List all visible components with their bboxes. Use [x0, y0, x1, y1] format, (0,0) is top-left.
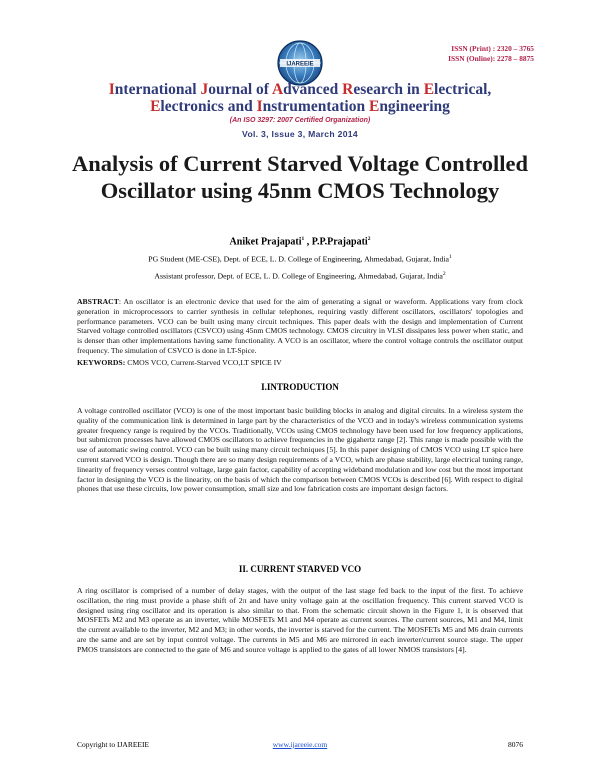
affiliation-2-sup: 2 [442, 271, 446, 277]
author-2: P.P.Prajapati [311, 236, 368, 248]
jt-word: nstrumentation [262, 98, 369, 115]
author-line [0, 236, 600, 247]
footer-copyright: Copyright to IJAREEIE [77, 740, 150, 749]
jt-word: ournal of [208, 81, 272, 98]
certification-note: (An ISO 3297: 2007 Certified Organization) [229, 117, 371, 124]
jt-word: esearch in [353, 81, 424, 98]
issn-print: ISSN (Print) : 2320 – 3765 [451, 44, 534, 53]
affiliation-2-text: Assistant professor, Dept. of ECE, L. D. College of Engineering, Ahmedabad, Gujarat, India [154, 271, 443, 281]
author-sep: , [304, 236, 312, 248]
jt-word: lectronics and [160, 98, 257, 115]
keywords [77, 358, 523, 368]
abstract [77, 297, 523, 356]
jt-cap: I [256, 98, 263, 115]
author-1-sup: 1 [301, 236, 305, 242]
keywords-label: KEYWORDS: [77, 358, 126, 367]
jt-word: nternational [114, 81, 201, 98]
jt-word: ngineering [379, 98, 450, 115]
section2-paragraph: A ring oscillator is comprised of a number of delay stages, with the output of the last stage fed back to the input of the first. To achieve oscillation, the ring must provide a phase shift of 2π and have unity voltage gain at the oscillation frequency. This current starved VCO is designed using ring oscillator and its operation is also similar to that. From the schematic circuit shown in the Figure 1, it is observed that MOSFETs M2 and M3 operate as an inverter, while MOSFETs M1 and M4 operate as current sources. The current sources, M1 and M4, limit the current available to the inverter, M2 and M3; in other words, the inverter is starved for the current. The MOSFETs M5 and M6 drain currents are the same and are set by input control voltage. The currents in M5 and M6 are mirrored in each inverter/current source stage. The upper PMOS transistors are connected to the gate of M6 and source voltage is applied to the gates of all lower NMOS transistors [4]. [77, 586, 523, 654]
journal-logo [276, 39, 324, 87]
jt-word: dvanced [283, 81, 343, 98]
jt-cap: A [271, 81, 284, 98]
journal-title-line1 [40, 81, 560, 99]
svg-text:IJAREEIE: IJAREEIE [286, 61, 314, 68]
jt-word: lectrical, [434, 81, 492, 98]
paper-title: Analysis of Current Starved Voltage Controlled Oscillator using 45nm CMOS Technology [71, 151, 529, 203]
footer-url-link[interactable]: www.ijareeie.com [272, 740, 328, 749]
intro-paragraph: A voltage controlled oscillator (VCO) is one of the most important basic building blocks in analog and digital circuits. In a wireless system the quality of the communication link is determined in large part by the characteristics of the VCO and in today's wireless communication systems greater frequency range is required by the VCOs. Traditionally, VCOs using CMOS technology have been used for low frequency applications, but submicron processes have allowed CMOS oscillators to achieve frequencies in the gigahertz range [2]. This range is made possible with the use of automatic swing control. VCO can be built using many circuit techniques [5]. In this paper designing of CMOS VCO using LT spice here current starved VCO is design. Though there are so many design requirements of a VCO, which are phase stability, large electrical tuning range, linearity of frequency verses control voltage, large gain factor, capability of accepting wideband modulation and low cost but the most important factor in designing the VCO is the linearity, on the basis of which the comparison between CMOS VCOs is described [6]. With respect to digital phones that use these circuits, low power consumption, small size and low fabrication costs are important design factors. [77, 406, 523, 494]
author-2-sup: 2 [367, 236, 371, 242]
jt-cap: E [150, 98, 161, 115]
affiliation-1 [0, 254, 600, 264]
issn-online: ISSN (Online): 2278 – 8875 [448, 54, 534, 63]
issn-block [448, 44, 534, 64]
abstract-text: : An oscillator is an electronic device that used for the aim of generating a signal or waveform. Applications vary from clock generation in microprocessors to carrier synthesis in cellular telephones, requiring vastly different oscillators, oscillators' topologies and performance parameters. VCO can be built using many circuit techniques. This paper deals with the design and implementation of Current Starved voltage controlled oscillators (CSVCO) using 45nm CMOS technology. CMOS circuitry in VLSI dissipates less power when static, and is denser than other implementations having same functionality. A VCO is an oscillator, where the control voltage controls the oscillator output frequency. The simulation of CSVCO is done in LT-Spice. [77, 297, 523, 355]
intro-heading: I.INTRODUCTION [261, 382, 339, 392]
abstract-label: ABSTRACT [77, 297, 119, 306]
affiliation-2 [0, 271, 600, 281]
jt-cap: E [368, 98, 380, 115]
jt-cap: J [200, 81, 209, 98]
affiliation-1-text: PG Student (ME-CSE), Dept. of ECE, L. D. College of Engineering, Ahmedabad, Gujarat, India [148, 254, 450, 264]
section2-heading: II. CURRENT STARVED VCO [238, 564, 362, 574]
volume-issue: Vol. 3, Issue 3, March 2014 [242, 129, 358, 139]
footer-page-number: 8076 [508, 740, 523, 749]
jt-cap: R [342, 81, 354, 98]
journal-title-line2 [40, 98, 560, 116]
jt-cap: E [423, 81, 435, 98]
jt-cap: I [108, 81, 115, 98]
affiliation-1-sup: 1 [449, 254, 452, 260]
author-1: Aniket Prajapati [229, 236, 302, 248]
keywords-text: CMOS VCO, Current-Starved VCO,LT SPICE IV [125, 358, 282, 367]
